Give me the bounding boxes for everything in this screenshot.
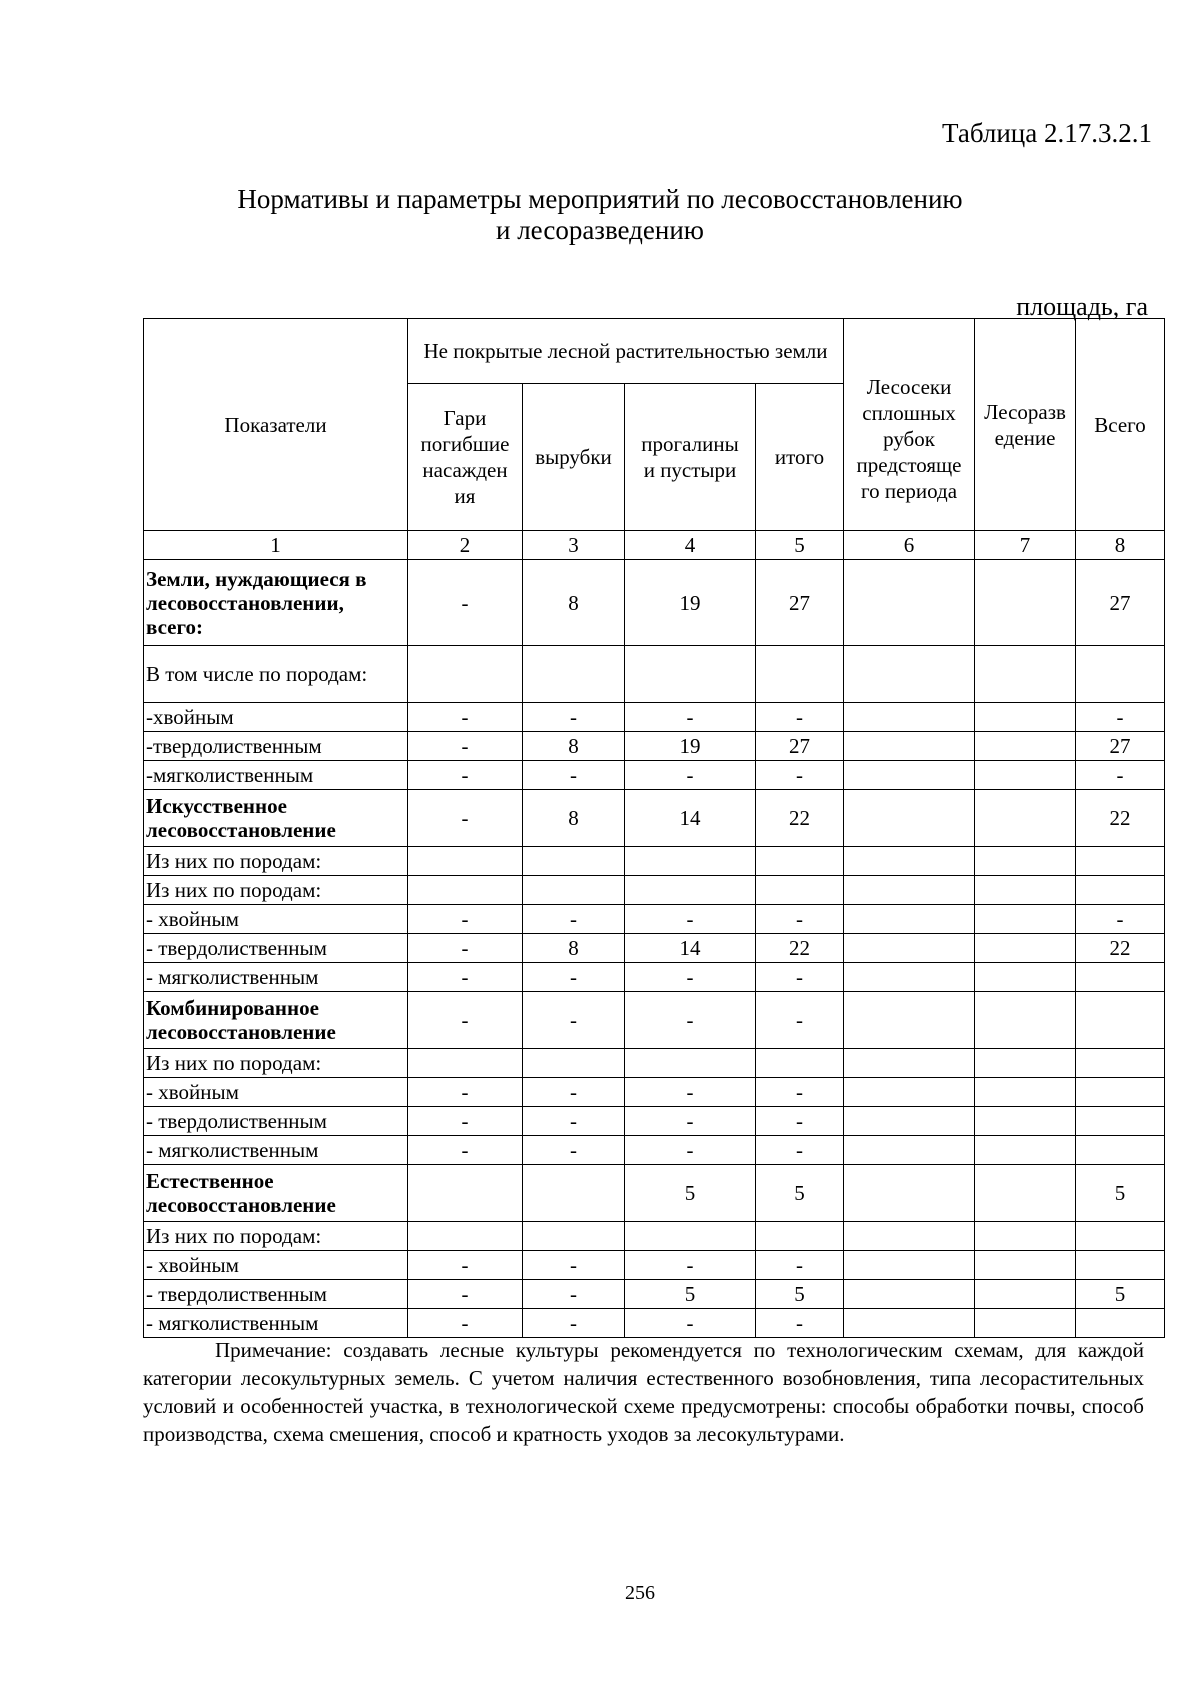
table-cell: -	[408, 1251, 523, 1280]
table-cell	[1076, 876, 1165, 905]
table-cell	[1076, 1251, 1165, 1280]
column-number-row	[144, 531, 1165, 560]
table-cell: -	[523, 1136, 625, 1165]
table-cell	[625, 1049, 756, 1078]
glades-line: прогалины	[641, 432, 739, 456]
header-unforested-group: Не покрытые лесной растительностью земли	[408, 319, 844, 384]
row-label: -мягколиственным	[144, 761, 408, 790]
table-number: Таблица 2.17.3.2.1	[942, 118, 1152, 148]
row-label: Из них по породам:	[144, 1222, 408, 1251]
table-cell	[844, 1309, 975, 1338]
table-cell: 5	[1076, 1165, 1165, 1222]
table-cell: -	[408, 934, 523, 963]
table-cell: 27	[1076, 560, 1165, 646]
burned-line: ия	[454, 484, 476, 508]
cutting-line: предстояще	[856, 452, 962, 477]
table-cell	[408, 1222, 523, 1251]
table-cell: 5	[756, 1165, 844, 1222]
table-cell: -	[756, 761, 844, 790]
row-label: - хвойным	[144, 905, 408, 934]
table-cell: -	[625, 1309, 756, 1338]
table-cell: -	[408, 1309, 523, 1338]
row-label: -хвойным	[144, 703, 408, 732]
afforestation-line: Лесоразв	[984, 399, 1066, 424]
table-cell	[844, 905, 975, 934]
row-label: Из них по породам:	[144, 847, 408, 876]
table-cell	[844, 1280, 975, 1309]
column-number: 3	[523, 531, 625, 560]
table-cell	[625, 876, 756, 905]
glades-line: и пустыри	[643, 458, 737, 482]
table-cell: 14	[625, 934, 756, 963]
table-cell: 5	[625, 1280, 756, 1309]
table-cell	[844, 761, 975, 790]
table-row	[144, 876, 1165, 905]
table-cell: -	[625, 905, 756, 934]
unit-label: площадь, га	[1016, 292, 1148, 321]
table-cell: 5	[625, 1165, 756, 1222]
table-cell: -	[523, 992, 625, 1049]
column-number: 4	[625, 531, 756, 560]
table-cell	[975, 1078, 1076, 1107]
table-cell	[756, 847, 844, 876]
table-cell: -	[408, 1136, 523, 1165]
table-cell: -	[408, 790, 523, 847]
table-cell	[844, 732, 975, 761]
table-cell	[975, 1107, 1076, 1136]
reforestation-table	[143, 318, 1165, 1338]
table-cell	[844, 847, 975, 876]
table-cell	[625, 1222, 756, 1251]
table-cell: -	[1076, 905, 1165, 934]
table-cell	[844, 1165, 975, 1222]
table-cell	[844, 1136, 975, 1165]
table-cell: -	[523, 905, 625, 934]
table-cell: -	[408, 992, 523, 1049]
table-cell: -	[625, 963, 756, 992]
table-cell: 19	[625, 560, 756, 646]
table-cell	[1076, 646, 1165, 703]
table-cell	[756, 646, 844, 703]
burned-line: насажден	[422, 458, 508, 482]
table-cell: 5	[756, 1280, 844, 1309]
header-afforestation	[975, 319, 1076, 531]
column-number: 7	[975, 531, 1076, 560]
row-label: Искусственное лесовосстановление	[144, 790, 408, 847]
table-cell	[844, 1251, 975, 1280]
table-cell: -	[408, 963, 523, 992]
table-cell	[975, 1049, 1076, 1078]
table-cell: -	[408, 1280, 523, 1309]
header-all: Всего	[1076, 319, 1165, 531]
table-cell	[844, 703, 975, 732]
table-cell: 8	[523, 732, 625, 761]
table-cell	[523, 1049, 625, 1078]
table-row	[144, 1165, 1165, 1222]
row-label: Естественное лесовосстановление	[144, 1165, 408, 1222]
table-cell: 19	[625, 732, 756, 761]
table-cell: -	[408, 703, 523, 732]
table-row	[144, 646, 1165, 703]
table-cell: 27	[1076, 732, 1165, 761]
table-cell	[975, 560, 1076, 646]
table-cell	[408, 876, 523, 905]
table-cell	[756, 876, 844, 905]
table-cell	[975, 934, 1076, 963]
table-cell: 27	[756, 732, 844, 761]
table-cell	[756, 1049, 844, 1078]
table-cell	[1076, 992, 1165, 1049]
table-cell	[975, 790, 1076, 847]
table-cell	[408, 1049, 523, 1078]
cutting-line: го периода	[861, 478, 958, 503]
table-row	[144, 732, 1165, 761]
table-cell	[625, 847, 756, 876]
title-line-1: Нормативы и параметры мероприятий по лесовосстановлению	[237, 184, 963, 214]
table-cell: -	[625, 1136, 756, 1165]
table-cell	[1076, 1107, 1165, 1136]
table-cell: -	[523, 963, 625, 992]
burned-line: погибшие	[420, 432, 510, 456]
table-cell: -	[625, 761, 756, 790]
row-label: - твердолиственным	[144, 934, 408, 963]
row-label: Земли, нуждающиеся в лесовосстановлении, всего:	[144, 560, 408, 646]
table-row	[144, 1107, 1165, 1136]
table-cell: -	[625, 992, 756, 1049]
column-number: 2	[408, 531, 523, 560]
table-note: Примечание: создавать лесные культуры рекомендуется по технологическим схемам, для каждой категории лесокультурных земель. С учетом наличия естественного возобновления, типа лесорастительных условий и особенностей участка, в технологической схеме предусмотрены: способы обработки почвы, способ производства, схема смешения, способ и кратность уходов за лесокультурами.	[143, 1338, 1144, 1446]
table-cell: -	[523, 1107, 625, 1136]
table-row	[144, 560, 1165, 646]
row-label: - мягколиственным	[144, 1309, 408, 1338]
table-row	[144, 790, 1165, 847]
table-row	[144, 847, 1165, 876]
table-cell: -	[408, 761, 523, 790]
table-cell	[1076, 847, 1165, 876]
table-row	[144, 1049, 1165, 1078]
column-number: 5	[756, 531, 844, 560]
table-row	[144, 703, 1165, 732]
header-row-1	[144, 319, 1165, 384]
table-cell	[844, 1078, 975, 1107]
table-cell: 8	[523, 560, 625, 646]
table-cell	[975, 703, 1076, 732]
table-cell	[975, 1280, 1076, 1309]
table-cell	[1076, 1136, 1165, 1165]
cutting-line: Лесосеки	[866, 374, 952, 399]
table-cell	[844, 1222, 975, 1251]
table-cell	[975, 732, 1076, 761]
table-cell	[975, 761, 1076, 790]
row-label: - мягколиственным	[144, 1136, 408, 1165]
cutting-line: рубок	[883, 426, 935, 451]
table-cell: -	[756, 1078, 844, 1107]
table-cell	[844, 646, 975, 703]
cutting-line: сплошных	[862, 400, 956, 425]
column-number: 6	[844, 531, 975, 560]
table-row	[144, 992, 1165, 1049]
table-cell	[1076, 963, 1165, 992]
page-number: 256	[625, 1582, 655, 1604]
row-label: Из них по породам:	[144, 1049, 408, 1078]
table-cell	[975, 992, 1076, 1049]
table-cell: 8	[523, 790, 625, 847]
table-title	[0, 184, 1200, 246]
table-cell: -	[756, 703, 844, 732]
table-row	[144, 1280, 1165, 1309]
table-cell	[1076, 1049, 1165, 1078]
table-cell: -	[756, 963, 844, 992]
row-label: - твердолиственным	[144, 1280, 408, 1309]
table-cell: -	[523, 1280, 625, 1309]
table-row	[144, 1078, 1165, 1107]
header-clearings: вырубки	[523, 384, 625, 531]
table-cell	[844, 963, 975, 992]
table-cell	[844, 560, 975, 646]
table-cell	[975, 963, 1076, 992]
table-cell: -	[756, 1251, 844, 1280]
table-row	[144, 1136, 1165, 1165]
table-row	[144, 934, 1165, 963]
header-total-unforested: итого	[756, 384, 844, 531]
row-label: Комбинированное лесовосстановление	[144, 992, 408, 1049]
table-cell: -	[523, 703, 625, 732]
table-cell: 22	[1076, 790, 1165, 847]
table-cell	[975, 905, 1076, 934]
row-label: Из них по породам:	[144, 876, 408, 905]
table-cell: -	[756, 992, 844, 1049]
table-cell	[975, 847, 1076, 876]
column-number: 8	[1076, 531, 1165, 560]
row-label: - хвойным	[144, 1251, 408, 1280]
table-cell	[408, 646, 523, 703]
table-cell	[625, 646, 756, 703]
table-cell	[975, 1222, 1076, 1251]
table-row	[144, 761, 1165, 790]
row-label: - мягколиственным	[144, 963, 408, 992]
table-cell	[844, 876, 975, 905]
table-cell: 27	[756, 560, 844, 646]
burned-line: Гари	[443, 406, 487, 430]
table-cell	[975, 1136, 1076, 1165]
table-cell	[523, 1222, 625, 1251]
column-number: 1	[144, 531, 408, 560]
table-cell: -	[756, 1309, 844, 1338]
table-cell	[975, 1309, 1076, 1338]
table-cell: 22	[756, 934, 844, 963]
table-cell	[975, 876, 1076, 905]
table-cell	[523, 876, 625, 905]
table-row	[144, 1309, 1165, 1338]
table-cell: -	[625, 1078, 756, 1107]
header-glades	[625, 384, 756, 531]
header-indicators: Показатели	[144, 319, 408, 531]
title-line-2: и лесоразведению	[496, 215, 704, 245]
header-cutting-areas	[844, 319, 975, 531]
table-cell: -	[408, 905, 523, 934]
table-cell: -	[523, 1251, 625, 1280]
table-cell: 14	[625, 790, 756, 847]
table-cell: 22	[756, 790, 844, 847]
table-cell	[523, 1165, 625, 1222]
table-cell	[844, 934, 975, 963]
table-cell	[1076, 1078, 1165, 1107]
row-label: - хвойным	[144, 1078, 408, 1107]
afforestation-line: едение	[994, 425, 1056, 450]
table-cell: -	[523, 1309, 625, 1338]
table-cell: -	[1076, 761, 1165, 790]
table-cell: -	[408, 732, 523, 761]
table-cell	[975, 1251, 1076, 1280]
table-cell	[975, 1165, 1076, 1222]
table-cell: -	[408, 1107, 523, 1136]
table-cell	[844, 1107, 975, 1136]
table-cell: -	[523, 761, 625, 790]
table-row	[144, 905, 1165, 934]
table-cell	[844, 992, 975, 1049]
table-cell: -	[625, 703, 756, 732]
table-cell: -	[1076, 703, 1165, 732]
table-cell: -	[756, 905, 844, 934]
table-row	[144, 1251, 1165, 1280]
table-row	[144, 963, 1165, 992]
table-cell: -	[756, 1107, 844, 1136]
table-cell	[1076, 1222, 1165, 1251]
table-cell	[523, 646, 625, 703]
row-label: В том числе по породам:	[144, 646, 408, 703]
header-burned	[408, 384, 523, 531]
table-cell	[523, 847, 625, 876]
table-cell: -	[523, 1078, 625, 1107]
row-label: -твердолиственным	[144, 732, 408, 761]
table-cell: -	[625, 1251, 756, 1280]
table-cell: 5	[1076, 1280, 1165, 1309]
table-cell	[756, 1222, 844, 1251]
row-label: - твердолиственным	[144, 1107, 408, 1136]
table-cell	[408, 1165, 523, 1222]
table-cell: -	[408, 1078, 523, 1107]
table-cell	[975, 646, 1076, 703]
table-cell: 22	[1076, 934, 1165, 963]
table-cell: -	[408, 560, 523, 646]
table-cell	[844, 1049, 975, 1078]
table-row	[144, 1222, 1165, 1251]
table-cell	[1076, 1309, 1165, 1338]
table-cell	[844, 790, 975, 847]
table-cell: 8	[523, 934, 625, 963]
table-cell: -	[625, 1107, 756, 1136]
table-cell	[408, 847, 523, 876]
table-cell: -	[756, 1136, 844, 1165]
